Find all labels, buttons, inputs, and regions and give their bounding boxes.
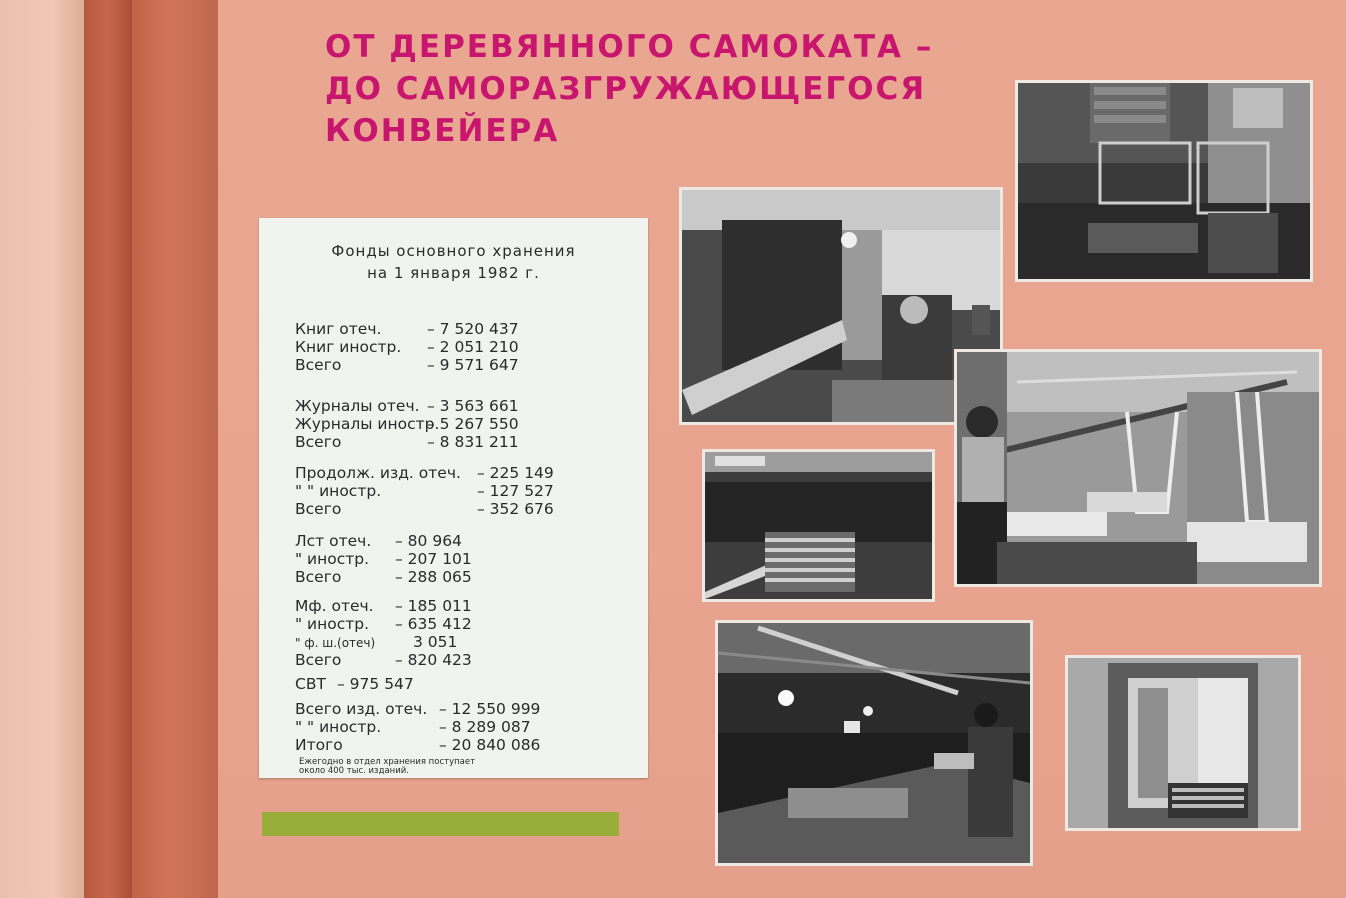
card-footnote: Ежегодно в отдел хранения поступает около 400 тыс. изданий.: [299, 757, 476, 776]
table-row: Журналы иностр.– 5 267 550: [295, 415, 519, 433]
photo-conveyor-operator: [682, 190, 1000, 422]
table-row: Всего – 8 831 211: [295, 433, 519, 451]
table-row: Итого – 20 840 086: [295, 736, 541, 754]
table-row: Книг иностр. – 2 051 210: [295, 338, 519, 356]
group-sheets: [295, 532, 472, 586]
table-row: " " иностр. – 8 289 087: [295, 718, 531, 736]
group-journals: [295, 397, 519, 451]
group-books: [295, 320, 519, 374]
card-heading: Фонды основного хранения: [331, 242, 576, 260]
photo-book-carts: [1018, 83, 1310, 279]
green-label-strip: [262, 812, 619, 836]
card-date: на 1 января 1982 г.: [367, 264, 540, 282]
title-line-2: ДО САМОРАЗГРУЖАЮЩЕГОСЯ: [325, 71, 927, 107]
table-row: Журналы отеч. – 3 563 661: [295, 397, 519, 415]
table-row: " иностр. – 635 412: [295, 615, 472, 633]
album-gutter: [132, 0, 218, 898]
group-totals: [295, 700, 540, 754]
table-row: Мф. отеч. – 185 011: [295, 597, 472, 615]
group-microforms: [295, 597, 472, 693]
album-spine: [84, 0, 132, 898]
table-row: " иностр. – 207 101: [295, 550, 472, 568]
table-row: Книг отеч. – 7 520 437: [295, 320, 519, 338]
table-row: Всего – 288 065: [295, 568, 472, 586]
table-row: Всего – 9 571 647: [295, 356, 519, 374]
holdings-card: [259, 218, 648, 778]
title-line-1: ОТ ДЕРЕВЯННОГО САМОКАТА –: [325, 29, 934, 65]
table-row: Продолж. изд. отеч. – 225 149: [295, 464, 554, 482]
table-row: Всего изд. отеч. – 12 550 999: [295, 700, 541, 718]
table-row: " " иностр. – 127 527: [295, 482, 554, 500]
left-page-edge: [0, 0, 88, 898]
table-row: Всего – 352 676: [295, 500, 554, 518]
title-line-3: КОНВЕЙЕРА: [325, 113, 560, 149]
photo-loading-conveyor: [957, 352, 1319, 584]
table-row: " ф. ш.(отеч) 3 051: [295, 633, 458, 651]
page-title: [325, 26, 933, 152]
table-row: Всего – 820 423: [295, 651, 472, 669]
photo-basement-conveyor: [718, 623, 1030, 863]
group-serials: [295, 464, 554, 518]
table-row: СВТ – 975 547: [295, 675, 414, 693]
photo-book-chute: [705, 452, 932, 599]
table-row: Лст отеч. – 80 964: [295, 532, 462, 550]
photo-book-lift: [1068, 658, 1298, 828]
